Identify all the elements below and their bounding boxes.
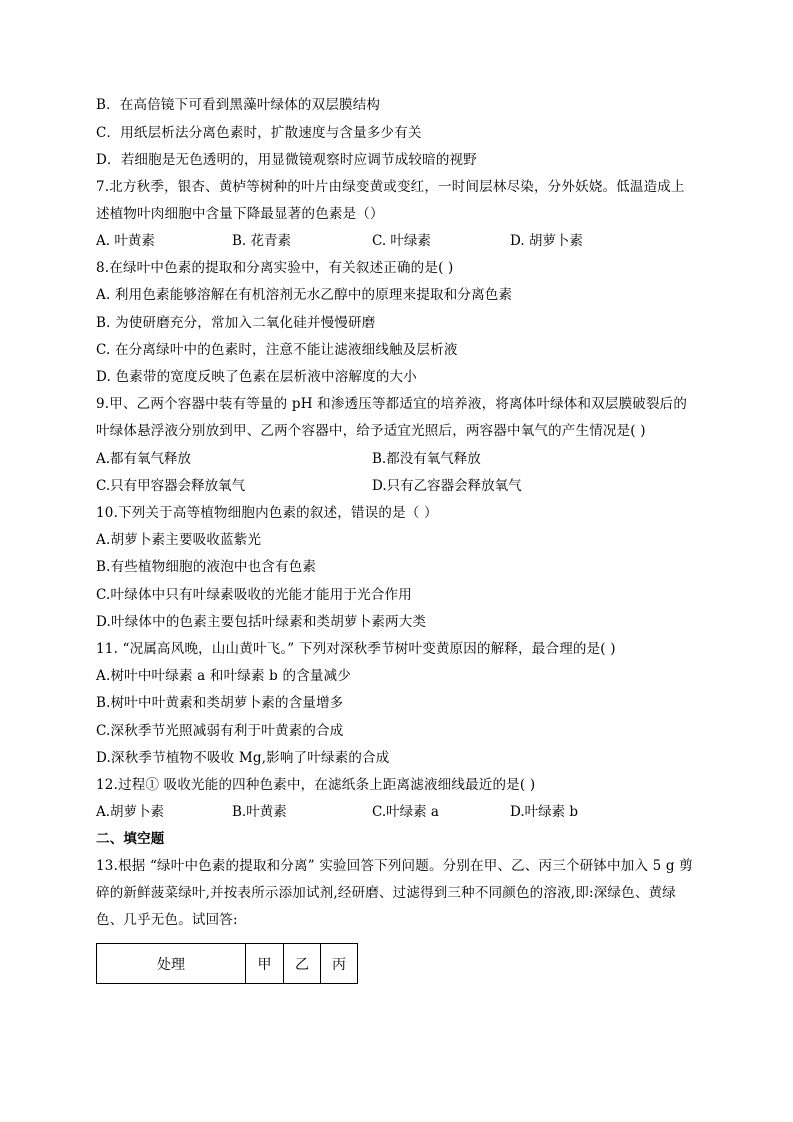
section-heading-fill-in: 二、填空题	[96, 831, 165, 847]
table-header-cell: 甲	[246, 944, 284, 984]
q11-option-a: A.树叶中叶绿素 a 和叶绿素 b 的含量减少	[96, 668, 351, 684]
q9-stem: 9.甲、乙两个容器中装有等量的 pH 和渗透压等都适宜的培养液，将离体叶绿体和双层膜破裂后的叶绿体悬浮液分别放到甲、乙两个容器中，给予适宜光照后，两容器中氧气的产生情况是( )	[96, 396, 688, 439]
table-header-cell: 处理	[97, 944, 246, 984]
q9-option-c: C.只有甲容器会释放氧气	[96, 478, 246, 494]
table-header-cell: 乙	[284, 944, 321, 984]
q10-option-d: D.叶绿体中的色素主要包括叶绿素和类胡萝卜素两大类	[96, 614, 427, 630]
q12-option-a: A.胡萝卜素	[96, 804, 165, 820]
q13-stem: 13.根据 “绿叶中色素的提取和分离” 实验回答下列问题。分别在甲、乙、丙三个研钵中加入 5 g 剪碎的新鲜菠菜绿叶,并按表所示添加试剂,经研磨、过滤得到三种不同颜色的溶液,即:深绿色、黄绿色、几乎无色。试回答:	[96, 858, 693, 928]
q10-option-b: B.有些植物细胞的液泡中也含有色素	[96, 559, 317, 575]
q9-option-b: B.都没有氧气释放	[372, 451, 481, 467]
q10-option-c: C.叶绿体中只有叶绿素吸收的光能才能用于光合作用	[96, 587, 412, 603]
q8-option-c: C. 在分离绿叶中的色素时，注意不能让滤液细线触及层析液	[96, 342, 458, 358]
q7-option-c: C. 叶绿素	[372, 233, 431, 249]
table-row	[97, 944, 358, 984]
q8-option-a: A. 利用色素能够溶解在有机溶剂无水乙醇中的原理来提取和分离色素	[96, 287, 513, 303]
q10-option-a: A.胡萝卜素主要吸收蓝紫光	[96, 532, 262, 548]
q12-stem: 12.过程① 吸收光能的四种色素中，在滤纸条上距离滤液细线最近的是( )	[96, 777, 536, 793]
q7-option-d: D. 胡萝卜素	[510, 233, 583, 249]
q11-option-c: C.深秋季节光照减弱有利于叶黄素的合成	[96, 723, 344, 739]
q8-option-d: D. 色素带的宽度反映了色素在层析液中溶解度的大小	[96, 369, 417, 385]
q12-option-c: C.叶绿素 a	[372, 804, 439, 820]
q7-option-b: B. 花青素	[232, 233, 292, 249]
q6-option-c: C．用纸层析法分离色素时，扩散速度与含量多少有关	[96, 125, 422, 141]
q11-stem: 11. “况属高风晚，山山黄叶飞。” 下列对深秋季节树叶变黄原因的解释，最合理的是( )	[96, 641, 616, 657]
q11-option-d: D.深秋季节植物不吸收 Mg,影响了叶绿素的合成	[96, 750, 390, 766]
q8-stem: 8.在绿叶中色素的提取和分离实验中，有关叙述正确的是( )	[96, 260, 454, 276]
q11-option-b: B.树叶中叶黄素和类胡萝卜素的含量增多	[96, 695, 344, 711]
table-header-cell: 丙	[321, 944, 358, 984]
q7-stem: 7.北方秋季，银杏、黄栌等树种的叶片由绿变黄或变红，一时间层林尽染，分外妖娆。低温造成上述植物叶肉细胞中含量下降最显著的色素是（）	[96, 179, 685, 222]
q7-option-a: A. 叶黄素	[96, 233, 155, 249]
q12-option-d: D.叶绿素 b	[510, 804, 579, 820]
q9-option-d: D.只有乙容器会释放氧气	[372, 478, 522, 494]
q8-option-b: B. 为使研磨充分，常加入二氧化硅并慢慢研磨	[96, 315, 376, 331]
q13-table	[96, 943, 358, 984]
q6-option-b: B．在高倍镜下可看到黑藻叶绿体的双层膜结构	[96, 97, 381, 113]
q9-option-a: A.都有氧气释放	[96, 451, 192, 467]
q10-stem: 10.下列关于高等植物细胞内色素的叙述，错误的是（ ）	[96, 505, 438, 521]
q12-option-b: B.叶黄素	[232, 804, 287, 820]
q6-option-d: D．若细胞是无色透明的，用显微镜观察时应调节成较暗的视野	[96, 152, 477, 168]
